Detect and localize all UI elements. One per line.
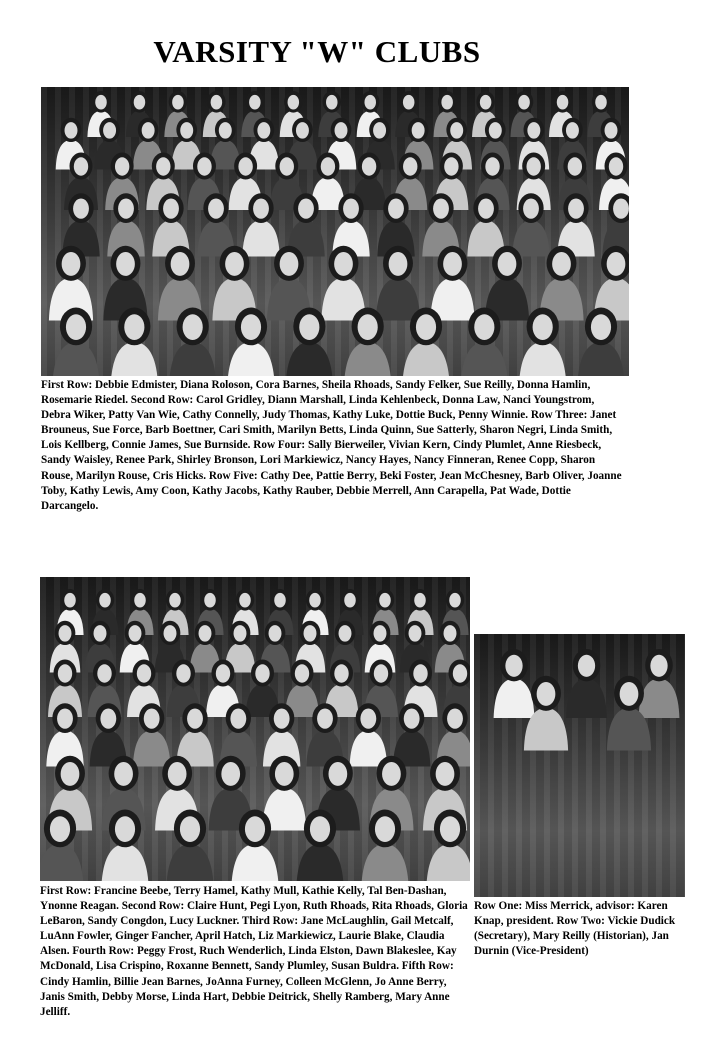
caption-bottom-left: First Row: Francine Beebe, Terry Hamel, Kathy Mull, Kathie Kelly, Tal Ben-Dashan, Ynonne Reagan. Second Row: Claire Hunt, Pegi Lyon, Ruth Rhoads, Rita Rhoads, Gloria LeBaron, Sandy Congdon, Lucy Luckner. Third Row: Jane McLaughlin, Gail Metcalf, LuAnn Fowler, Ginger Fancher, April Hatch, Liz Markiewicz, Laurie Blake, Claudia Alsen. Fourth Row: Peggy Frost, Ruch Wenderlich, Linda Elston, Dawn Blakeslee, Kay McDonald, Lisa Crispino, Roxanne Bennett, Sandy Plumley, Susan Buldra. Fifth Row: Cindy Hamlin, Billie Jean Barnes, JoAnna Furney, Colleen McGlenn, Jo Anne Berry, Janis Smith, Debby Morse, Linda Hart, Debbie Deitrick, Shelly Ramberg, Mary Anne Jelliff. <box>40 885 468 1018</box>
person-figure <box>376 246 420 321</box>
person-figure <box>566 649 607 718</box>
caption-top: First Row: Debbie Edmister, Diana Roloson, Cora Barnes, Sheila Rhoads, Sandy Felker, Sue Reilly, Donna Hamlin, Rosemarie Riedel. Second Row: Carol Gridley, Diann Marshall, Linda Kehlenbeck, Donna Law, Nanci Youngstrom, Debra Wiker, Patty Van Wie, Cathy Connelly, Judy Thomas, Kathy Luke, Dottie Buck, Penny Winnie. Row Three: Janet Brouneus, Sue Force, Barb Boettner, Cari Smith, Marilyn Betts, Linda Quinn, Sue Satterly, Sharon Negri, Linda Smith, Lois Kellberg, Connie James, Sue Burnside. Row Four: Sally Bierweiler, Vivian Kern, Cindy Plumlet, Anne Riesbeck, Sandy Waisley, Renee Park, Shirley Bronson, Lori Markiewicz, Nancy Hayes, Nancy Finneran, Renee Copp, Sharon Rouse, Marilyn Rouse, Cris Hicks. Row Five: Cathy Dee, Pattie Berry, Beki Foster, Jean McChesney, Barb Oliver, Joanne Toby, Kathy Lewis, Amy Coon, Kathy Jacobs, Kathy Rauber, Debbie Merrell, Ann Carapella, Pat Wade, Dottie Darcangelo. <box>41 379 622 512</box>
person-figure <box>485 246 529 321</box>
photo-figures-officers <box>474 634 685 897</box>
photo-figures-top <box>41 87 629 376</box>
person-figure <box>494 649 535 718</box>
caption-bottom-right: Row One: Miss Merrick, advisor: Karen Knap, president. Row Two: Vickie Dudick (Secretary), Mary Reilly (Historian), Jan Durnin (Vice-President) <box>474 900 676 958</box>
person-figure <box>321 246 365 321</box>
group-photo-bottom-left <box>40 577 470 881</box>
group-photo-top <box>41 87 629 376</box>
officers-photo <box>474 634 685 897</box>
person-figure <box>639 649 680 718</box>
photo-figures-bottom-left <box>40 577 470 881</box>
page-title: VARSITY "W" CLUBS <box>153 34 481 69</box>
person-figure <box>430 246 474 321</box>
